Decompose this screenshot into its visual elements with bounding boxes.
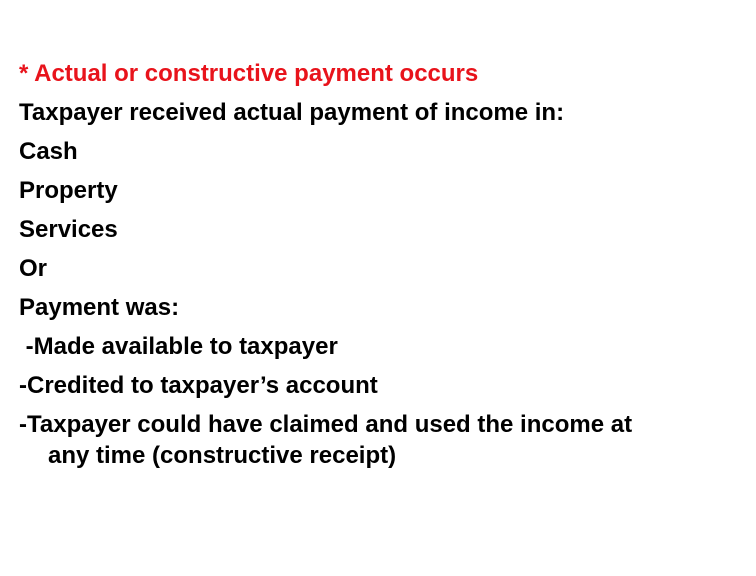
text-line-services: Services bbox=[19, 216, 118, 243]
slide-heading: * Actual or constructive payment occurs bbox=[19, 60, 479, 87]
slide-body bbox=[19, 54, 739, 471]
text-line-property: Property bbox=[19, 177, 118, 204]
text-line-cash: Cash bbox=[19, 138, 78, 165]
text-line-payment-was: Payment was: bbox=[19, 294, 180, 321]
text-line-made-available: -Made available to taxpayer bbox=[19, 333, 338, 360]
text-line-credited: -Credited to taxpayer’s account bbox=[19, 372, 378, 399]
text-line-or: Or bbox=[19, 255, 48, 282]
text-line-constructive-receipt-cont: any time (constructive receipt) bbox=[48, 442, 397, 469]
text-line-received: Taxpayer received actual payment of income in: bbox=[19, 99, 565, 126]
text-line-constructive-receipt: -Taxpayer could have claimed and used the income at bbox=[19, 411, 633, 438]
